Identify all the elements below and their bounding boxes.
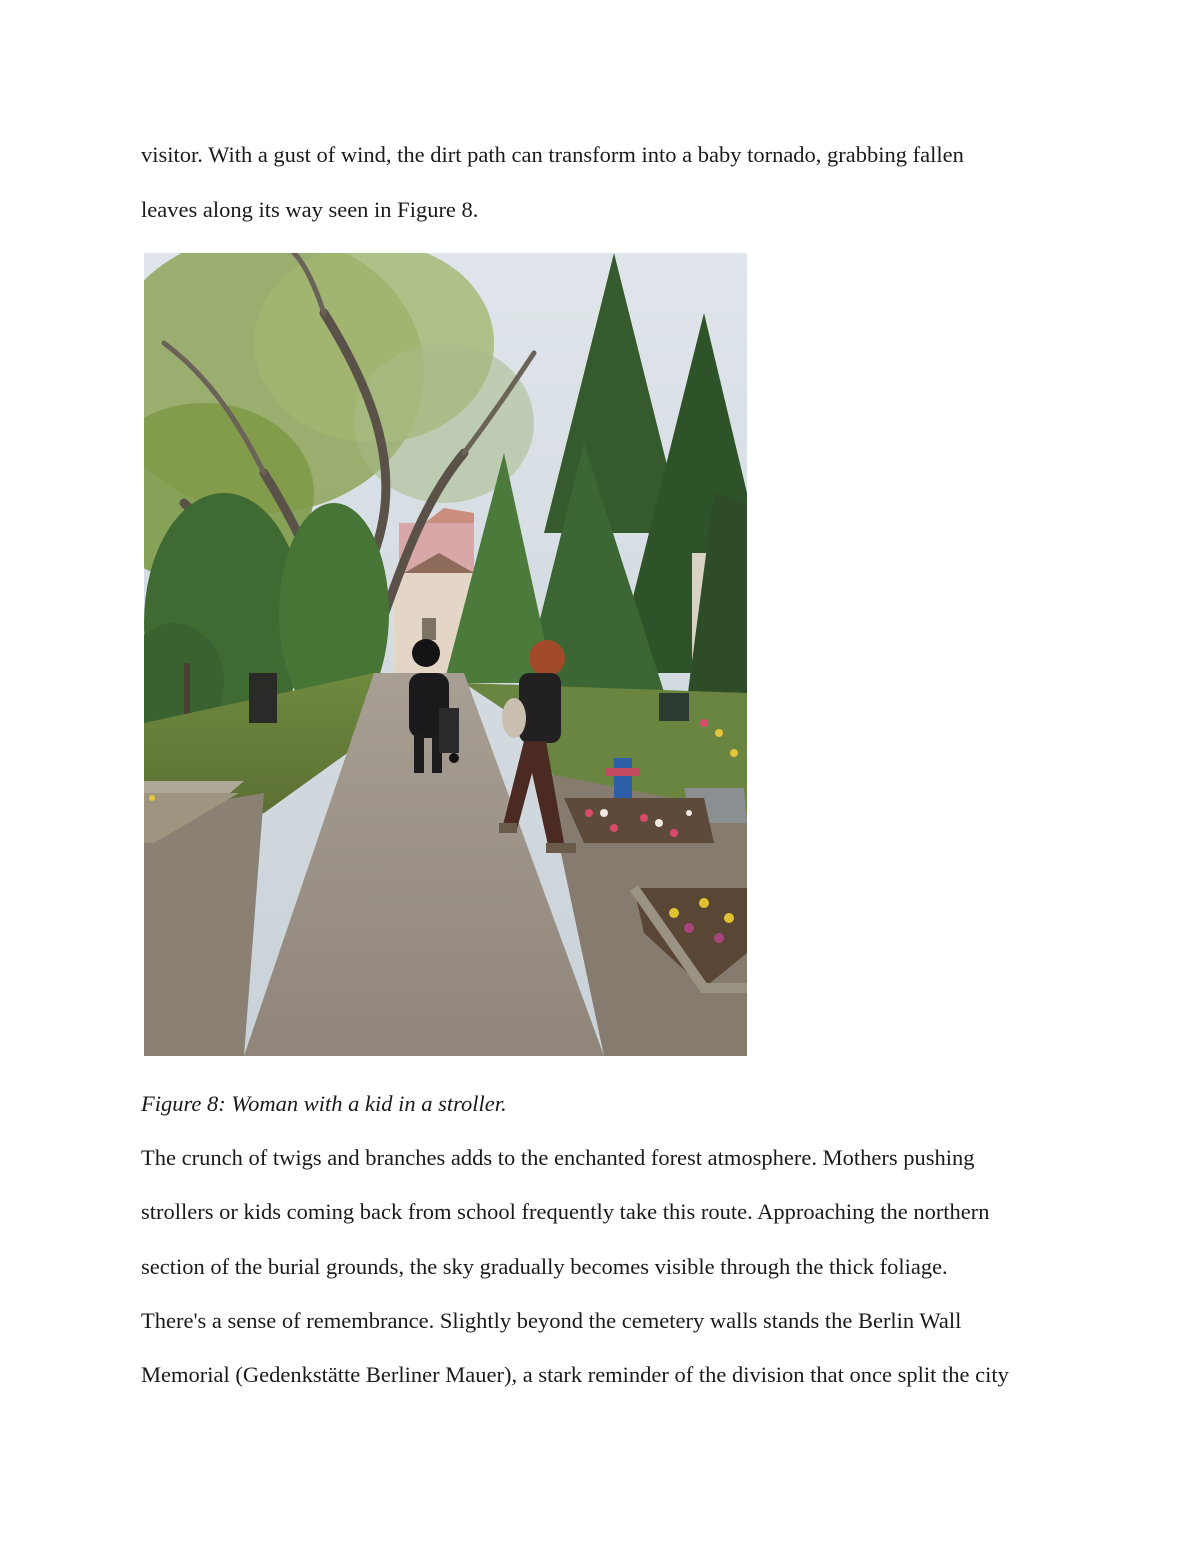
body-text-line: strollers or kids coming back from school frequently take this route. Approaching the northern [141,1199,990,1224]
body-text-line: Memorial (Gedenkstätte Berliner Mauer), a stark reminder of the division that once split the city [141,1362,1009,1387]
body-text-line: There's a sense of remembrance. Slightly beyond the cemetery walls stands the Berlin Wall [141,1308,962,1333]
body-text-line: leaves along its way seen in Figure 8. [141,197,479,222]
cemetery-path-photo [144,253,747,1056]
figure-8-photo [144,253,747,1056]
figure-caption: Figure 8: Woman with a kid in a stroller. [141,1091,507,1116]
body-text-line: The crunch of twigs and branches adds to the enchanted forest atmosphere. Mothers pushing [141,1145,975,1170]
body-text-line: section of the burial grounds, the sky gradually becomes visible through the thick foliage. [141,1254,948,1279]
body-text-line: visitor. With a gust of wind, the dirt path can transform into a baby tornado, grabbing fallen [141,142,964,167]
